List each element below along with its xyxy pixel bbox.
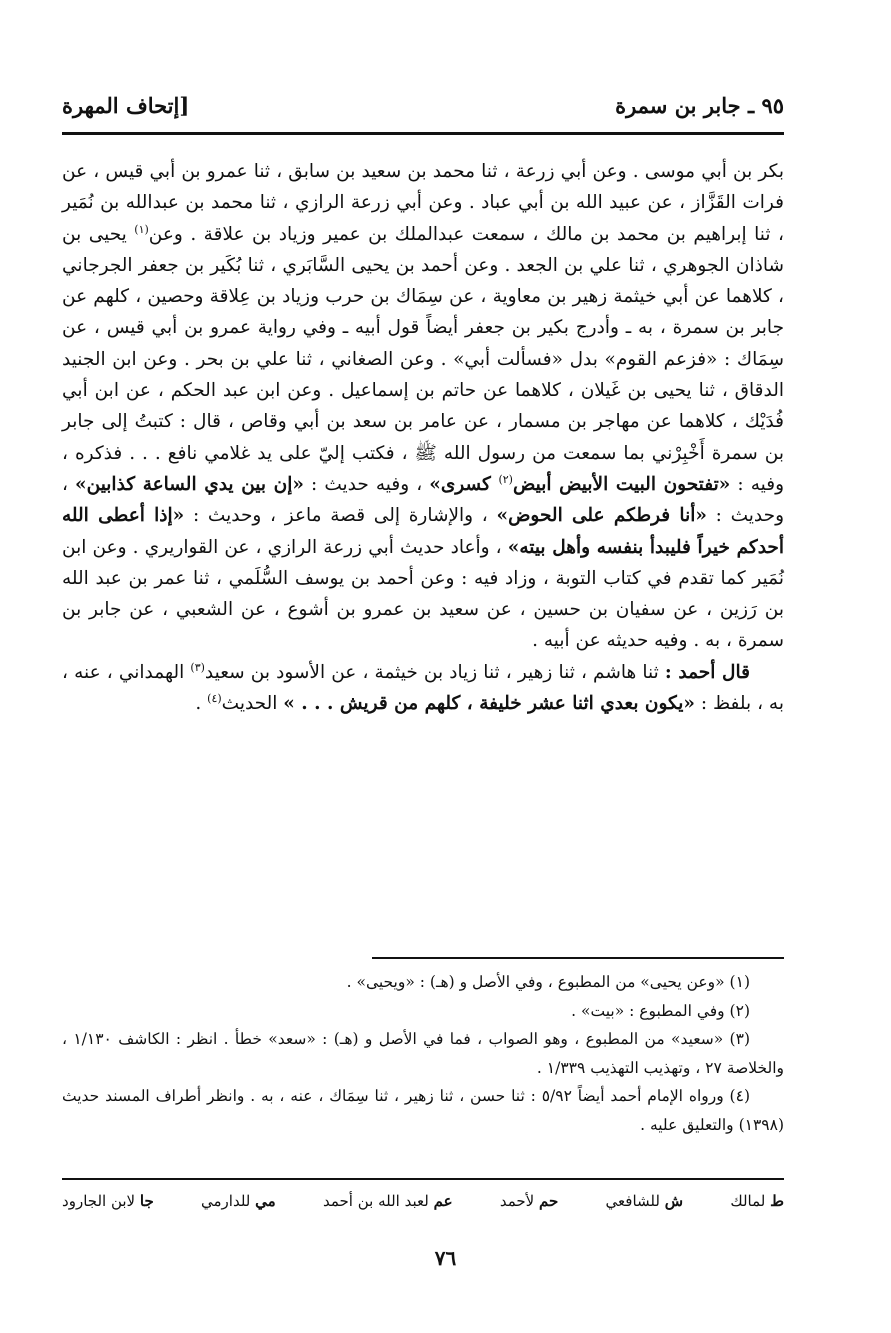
text-run: ، والإشارة إلى قصة ماعز ، وحديث :	[184, 505, 497, 527]
footnote-ref: (٣)	[190, 660, 205, 674]
text-run: بكر بن أبي موسى . وعن أبي زرعة ، ثنا محمد بن سعيد بن سابق ، ثنا عمرو بن أبي قيس ، عن فرات القَزَّاز ، عن عبيد الله بن أبي عباد . وعن أبي زرعة الرازي ، ثنا محمد بن عبدالله بن نُمَير ، ثنا إبراهيم بن محمد بن مالك ، سمعت عبدالملك بن عمير وزياد بن علاقة . وعن	[62, 161, 784, 245]
legend-name: لعبد الله بن أحمد	[322, 1192, 429, 1210]
header-divider	[62, 132, 784, 135]
legend-divider	[62, 1178, 784, 1180]
legend-code: مي	[255, 1192, 276, 1210]
main-text	[62, 156, 784, 719]
legend-code: عم	[433, 1192, 453, 1210]
page-number: ٧٦	[434, 1246, 457, 1270]
footnote-1: (١) «وعن يحيى» من المطبوع ، وفي الأصل و (هـ) : «ويحيى» .	[346, 973, 750, 991]
text-run: ، وفيه حديث :	[303, 473, 430, 495]
footnote-ref: (١)	[134, 222, 149, 236]
paragraph-1	[62, 156, 784, 657]
text-run: الهمداني ، عنه ، به ، بلفظ :	[62, 661, 784, 715]
legend-code: ط	[770, 1192, 784, 1210]
legend-item	[201, 1192, 276, 1210]
footnotes	[62, 968, 784, 1139]
text-run: ثنا هاشم ، ثنا زهير ، ثنا زياد بن خيثمة ، عن الأسود بن سعيد	[204, 661, 665, 683]
legend-code: جا	[139, 1192, 154, 1210]
footnote-3: (٣) «سعيد» من المطبوع ، وهو الصواب ، فما في الأصل و (هـ) : «سعد» خطأ . انظر : الكاشف ١/١٣٠ ، والخلاصة ٢٧ ، وتهذيب التهذيب ١/٣٣٩ .	[62, 1030, 784, 1077]
legend-code: ش	[664, 1192, 684, 1210]
legend-name: لأحمد	[499, 1192, 535, 1210]
text-run: الحديث	[221, 693, 284, 715]
narrator-lead: قال أحمد :	[664, 661, 750, 683]
text-run: ، وحديث :	[62, 473, 785, 527]
text-run: ، وأعاد حديث أبي زرعة الرازي ، عن القواريري . وعن ابن نُمَير كما تقدم في كتاب التوبة ، وزاد فيه : وعن أحمد بن يوسف السُّلَمي ، ثنا عمر بن عبد الله بن رَزين ، عن سفيان بن حسين ، عن سعيد بن عمرو بن أشوع ، عن الشعبي ، عن جابر بن سمرة ، به . وفيه حديثه عن أبيه .	[62, 536, 784, 652]
hadith-quote: «إذا أعطى الله أحدكم خيراً فليبدأ بنفسه وأهل بيته»	[62, 505, 784, 558]
hadith-quote: «إن بين يدي الساعة كذابين»	[75, 473, 304, 495]
footnote-divider	[372, 957, 784, 959]
abbreviation-legend	[62, 1192, 784, 1210]
legend-code: حم	[538, 1192, 559, 1210]
text-run: .	[195, 693, 208, 715]
legend-item	[62, 1192, 154, 1210]
running-header	[62, 78, 784, 118]
header-chapter-title: ٩٥ ـ جابر بن سمرة	[615, 93, 784, 118]
legend-item	[730, 1192, 784, 1210]
legend-item	[500, 1192, 558, 1210]
legend-name: لمالك	[730, 1192, 766, 1210]
footnote-2: (٢) وفي المطبوع : «بيت» .	[571, 1001, 750, 1020]
footnote-ref: (٢)	[498, 472, 513, 486]
hadith-quote: «أنا فرطكم على الحوض»	[496, 505, 707, 527]
legend-name: لابن الجارود	[62, 1192, 136, 1210]
header-book-title: [إتحاف المهرة	[62, 93, 190, 118]
hadith-quote: «يكون بعدي اثنا عشر خليفة ، كلهم من قريش . . . »	[283, 693, 695, 715]
footnote-4: (٤) ورواه الإمام أحمد أيضاً ٥/٩٢ : ثنا حسن ، ثنا زهير ، ثنا سِمَاك ، عنه ، به . وانظر أطراف المسند حديث (١٣٩٨) والتعليق عليه .	[62, 1087, 784, 1134]
legend-name: للشافعي	[605, 1192, 660, 1210]
paragraph-2	[62, 657, 784, 720]
footnote-ref: (٤)	[207, 691, 222, 705]
legend-item	[323, 1192, 453, 1210]
hadith-quote: «تفتحون البيت الأبيض أبيض	[512, 473, 731, 495]
text-run: يحيى بن شاذان الجوهري ، ثنا علي بن الجعد . وعن أحمد بن يحيى السَّابَري ، ثنا بُكَير بن جعفر الجرجاني ، كلاهما عن أبي خيثمة زهير بن معاوية ، عن سِمَاك بن حرب وزياد بن عِلاقة وحصين ، كلهم عن جابر بن سمرة ، به ـ وأدرج بكير بن جعفر أيضاً قول أبيه ـ وفي رواية عمرو بن أبي قيس ، عن سِمَاك : «فزعم القوم» بدل «فسألت أبي» . وعن الصغاني ، ثنا علي بن بحر . وعن ابن الجنيد الدقاق ، ثنا يحيى بن غَيلان ، كلاهما عن حاتم بن إسماعيل . وعن ابن عبد الحكم ، عن ابن أبي فُدَيْك ، كلاهما عن مهاجر بن مسمار ، عن عامر بن سعد بن أبي وقاص ، قال : كتبتُ إلى جابر بن سمرة أَخْبِرْني بما سمعت من رسول الله ﷺ ، فكتب إليّ على يد غلامي نافع . . . فذكره ، وفيه :	[62, 223, 784, 495]
legend-item	[606, 1192, 684, 1210]
legend-name: للدارمي	[201, 1192, 251, 1210]
hadith-quote: كسرى»	[429, 473, 499, 495]
